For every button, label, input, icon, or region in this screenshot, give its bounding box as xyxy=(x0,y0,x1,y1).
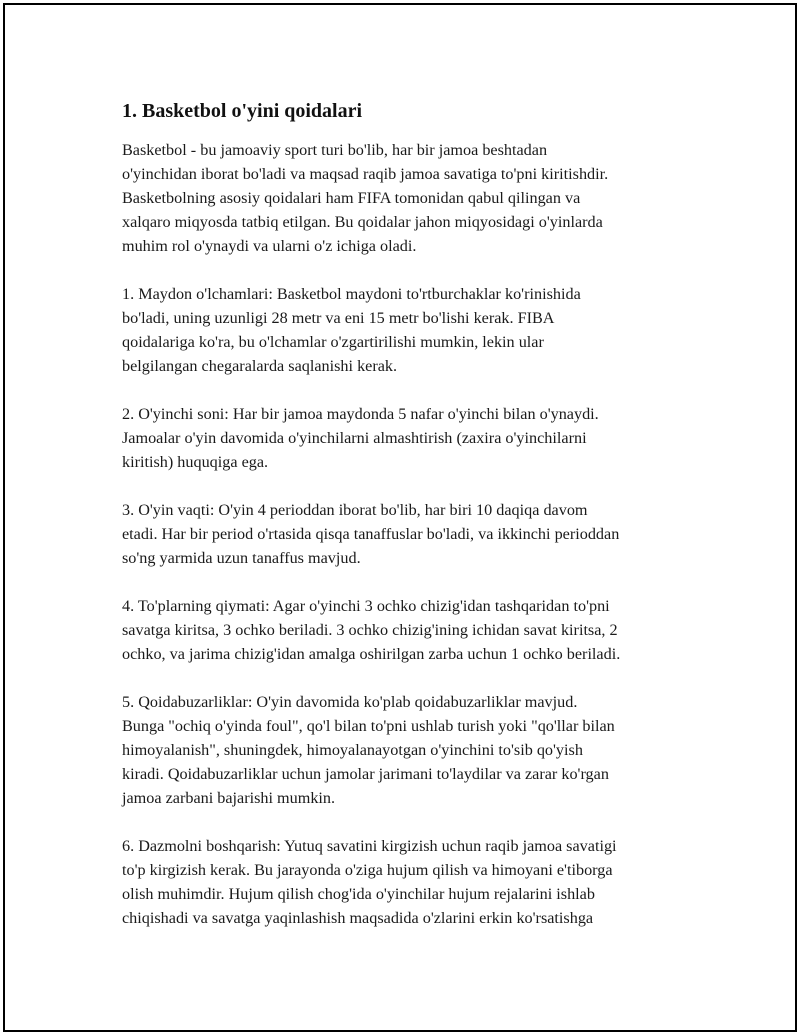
paragraph-intro: Basketbol - bu jamoaviy sport turi bo'lib, har bir jamoa beshtadan o'yinchidan iborat bo'ladi va maqsad raqib jamoa savatiga to'pni kiritishdir. Basketbolning asosiy qoidalari ham FIFA tomonidan qabul qilingan va xalqaro miqyosda tatbiq etilgan. Bu qoidalar jahon miqyosidagi o'yinlarda muhim rol o'ynaydi va ularni o'z ichiga oladi. xyxy=(122,141,609,255)
document-body xyxy=(122,98,692,954)
document-title: 1. Basketbol o'yini qoidalari xyxy=(122,100,363,122)
paragraph-point-values: 4. To'plarning qiymati: Agar o'yinchi 3 ochko chizig'idan tashqaridan to'pni savatga kiritsa, 3 ochko beriladi. 3 ochko chizig'ining ichidan savat kiritsa, 2 ochko, va jarima chizig'idan amalga oshirilgan zarba uchun 1 ochko beriladi. xyxy=(122,597,621,663)
paragraph-ball-control: 6. Dazmolni boshqarish: Yutuq savatini kirgizish uchun raqib jamoa savatigi to'p kirgizish kerak. Bu jarayonda o'ziga hujum qilish va himoyani e'tiborga olish muhimdir. Hujum qilish chog'ida o'yinchilar hujum rejalarini ishlab chiqishadi va savatga yaqinlashish maqsadida o'zlarini erkin ko'rsatishga xyxy=(122,837,617,927)
page-frame xyxy=(3,3,797,1032)
paragraph-field-dimensions: 1. Maydon o'lchamlari: Basketbol maydoni to'rtburchaklar ko'rinishida bo'ladi, uning uzunligi 28 metr va eni 15 metr bo'lishi kerak. FIBA qoidalariga ko'ra, bu o'lchamlar o'zgartirilishi mumkin, lekin ular belgilangan chegaralarda saqlanishi kerak. xyxy=(122,285,581,375)
paragraph-fouls: 5. Qoidabuzarliklar: O'yin davomida ko'plab qoidabuzarliklar mavjud. Bunga "ochiq o'yinda foul", qo'l bilan to'pni ushlab turish yoki "qo'llar bilan himoyalanish", shuningdek, himoyalanayotgan o'yinchini to'sib qo'yish kiradi. Qoidabuzarliklar uchun jamolar jarimani to'laydilar va zarar ko'rgan jamoa zarbani bajarishi mumkin. xyxy=(122,693,615,807)
paragraph-player-count: 2. O'yinchi soni: Har bir jamoa maydonda 5 nafar o'yinchi bilan o'ynaydi. Jamoalar o'yin davomida o'yinchilarni almashtirish (zaxira o'yinchilarni kiritish) huquqiga ega. xyxy=(122,405,599,471)
paragraph-game-time: 3. O'yin vaqti: O'yin 4 perioddan iborat bo'lib, har biri 10 daqiqa davom etadi. Har bir period o'rtasida qisqa tanaffuslar bo'ladi, va ikkinchi perioddan so'ng yarmida uzun tanaffus mavjud. xyxy=(122,501,620,567)
